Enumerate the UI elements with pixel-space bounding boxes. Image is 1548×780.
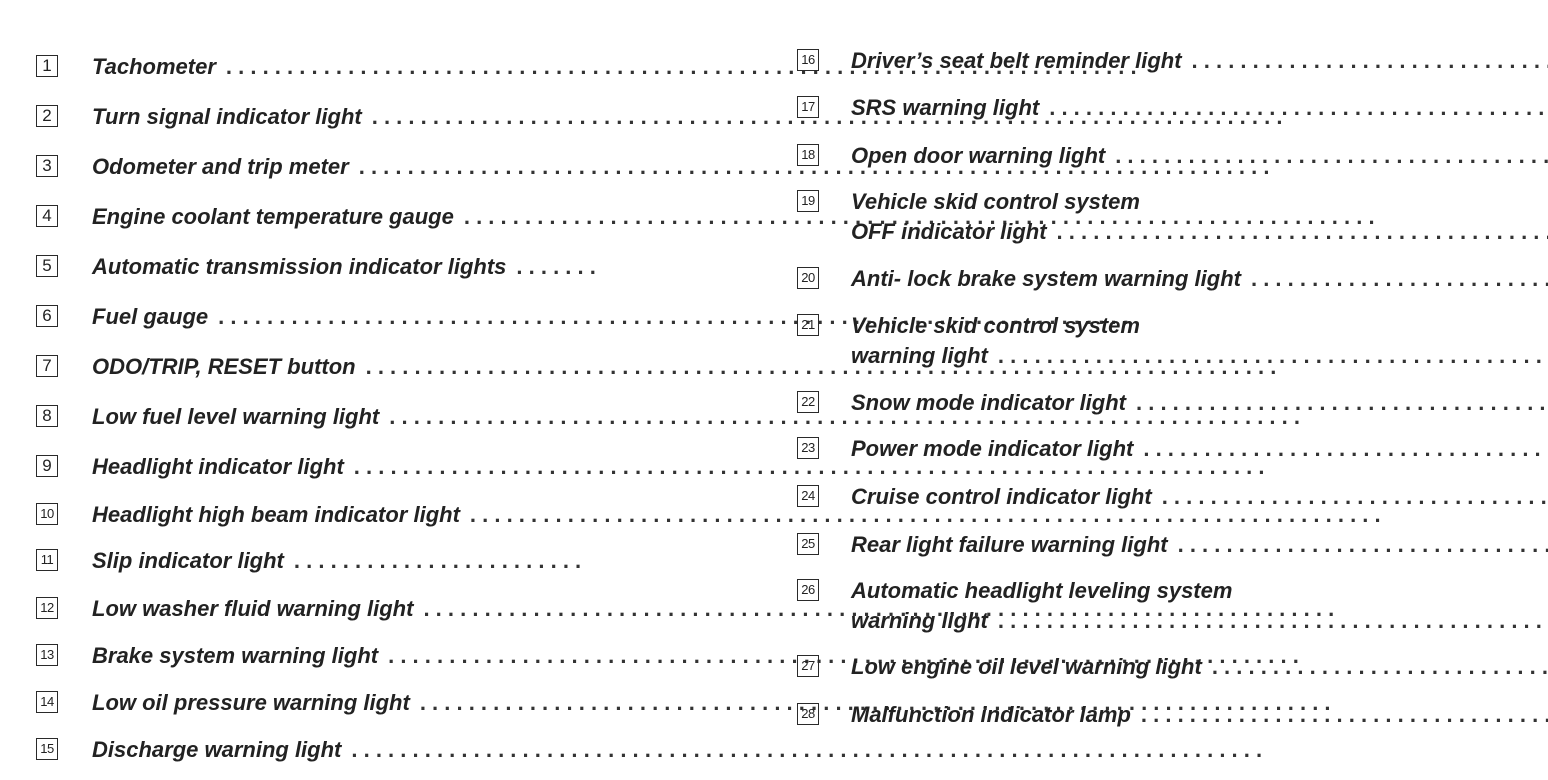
item-label-line1: Vehicle skid control system	[851, 313, 1140, 338]
item-label-line1: Automatic headlight leveling system	[851, 578, 1233, 603]
item-number-badge: 8	[36, 405, 58, 427]
item-label: Driver’s seat belt reminder light	[851, 48, 1182, 73]
item-label: Power mode indicator light	[851, 436, 1134, 461]
item-number-badge: 1	[36, 55, 58, 77]
legend-item-19	[797, 187, 1437, 247]
item-label: warning light	[851, 608, 988, 633]
legend-item-13	[36, 641, 681, 671]
legend-item-23	[797, 434, 1437, 464]
item-number-badge: 3	[36, 155, 58, 177]
item-number-badge: 27	[797, 655, 819, 677]
legend-item-22	[797, 388, 1437, 418]
item-label: Low oil pressure warning light	[92, 690, 410, 715]
dot-leader	[516, 252, 596, 282]
item-number-badge: 16	[797, 49, 819, 71]
item-number-badge: 14	[36, 691, 58, 713]
item-number-badge: 19	[797, 190, 819, 212]
dot-leader	[998, 606, 1548, 636]
legend-item-1	[36, 52, 681, 82]
item-label: Snow mode indicator light	[851, 390, 1126, 415]
item-label: Turn signal indicator light	[92, 104, 362, 129]
legend-item-12	[36, 594, 681, 624]
item-label: Rear light failure warning light	[851, 532, 1168, 557]
legend-item-9	[36, 452, 681, 482]
item-number-badge: 7	[36, 355, 58, 377]
legend-item-7	[36, 352, 681, 382]
item-label: SRS warning light	[851, 95, 1040, 120]
legend-item-4	[36, 202, 681, 232]
legend-item-26	[797, 576, 1445, 636]
legend-item-11	[36, 546, 681, 576]
item-label: Fuel gauge	[92, 304, 209, 329]
legend-item-15	[36, 735, 681, 765]
legend-item-21	[797, 311, 1437, 371]
dot-leader	[1162, 482, 1548, 512]
legend-item-5	[36, 252, 681, 282]
item-label: Tachometer	[92, 54, 216, 79]
item-label: Open door warning light	[851, 143, 1106, 168]
item-label: Odometer and trip meter	[92, 154, 349, 179]
item-number-badge: 6	[36, 305, 58, 327]
item-label: OFF indicator light	[851, 219, 1047, 244]
item-label: Anti- lock brake system warning light	[851, 266, 1241, 291]
item-label: Slip indicator light	[92, 548, 284, 573]
legend-item-8	[36, 402, 681, 432]
item-label: warning light	[851, 343, 988, 368]
item-number-badge: 13	[36, 644, 58, 666]
item-label: Headlight indicator light	[92, 454, 344, 479]
item-number-badge: 26	[797, 579, 819, 601]
item-number-badge: 5	[36, 255, 58, 277]
dot-leader	[1212, 652, 1548, 682]
legend-item-6	[36, 302, 681, 332]
dot-leader	[1192, 46, 1548, 76]
item-number-badge: 12	[36, 597, 58, 619]
legend-item-25	[797, 530, 1445, 560]
dot-leader	[1178, 530, 1548, 560]
item-label: Automatic transmission indicator lights	[92, 254, 507, 279]
item-label: Low fuel level warning light	[92, 404, 380, 429]
legend-item-28	[797, 700, 1445, 730]
legend-item-3	[36, 152, 681, 182]
item-number-badge: 24	[797, 485, 819, 507]
item-number-badge: 28	[797, 703, 819, 725]
legend-item-27	[797, 652, 1445, 682]
item-number-badge: 22	[797, 391, 819, 413]
dot-leader	[1136, 388, 1548, 418]
item-label: Brake system warning light	[92, 643, 379, 668]
item-label: Engine coolant temperature gauge	[92, 204, 454, 229]
item-label: Headlight high beam indicator light	[92, 502, 460, 527]
item-number-badge: 10	[36, 503, 58, 525]
legend-item-14	[36, 688, 681, 718]
dot-leader	[351, 735, 1262, 765]
item-label: Low washer fluid warning light	[92, 596, 414, 621]
legend-item-20	[797, 264, 1445, 294]
item-number-badge: 9	[36, 455, 58, 477]
item-number-badge: 2	[36, 105, 58, 127]
item-number-badge: 20	[797, 267, 819, 289]
item-number-badge: 15	[36, 738, 58, 760]
dot-leader	[1141, 700, 1548, 730]
item-number-badge: 17	[797, 96, 819, 118]
item-label: Low engine oil level warning light	[851, 654, 1202, 679]
dot-leader	[1049, 93, 1548, 123]
legend-item-10	[36, 500, 681, 530]
item-label: Discharge warning light	[92, 737, 342, 762]
item-number-badge: 23	[797, 437, 819, 459]
item-label: Cruise control indicator light	[851, 484, 1152, 509]
dot-leader	[1057, 217, 1548, 247]
item-number-badge: 18	[797, 144, 819, 166]
item-number-badge: 25	[797, 533, 819, 555]
dot-leader	[294, 546, 584, 576]
dot-leader	[998, 341, 1548, 371]
item-label-line1: Vehicle skid control system	[851, 189, 1140, 214]
legend-item-17	[797, 93, 1445, 123]
dot-leader	[1143, 434, 1548, 464]
dot-leader	[1251, 264, 1548, 294]
legend-item-16	[797, 46, 1445, 76]
item-label: Malfunction indicator lamp	[851, 702, 1131, 727]
item-label: ODO/TRIP, RESET button	[92, 354, 356, 379]
item-number-badge: 11	[36, 549, 58, 571]
dot-leader	[1115, 141, 1548, 171]
item-number-badge: 21	[797, 314, 819, 336]
item-number-badge: 4	[36, 205, 58, 227]
legend-item-2	[36, 102, 681, 132]
legend-item-18	[797, 141, 1445, 171]
legend-item-24	[797, 482, 1437, 512]
